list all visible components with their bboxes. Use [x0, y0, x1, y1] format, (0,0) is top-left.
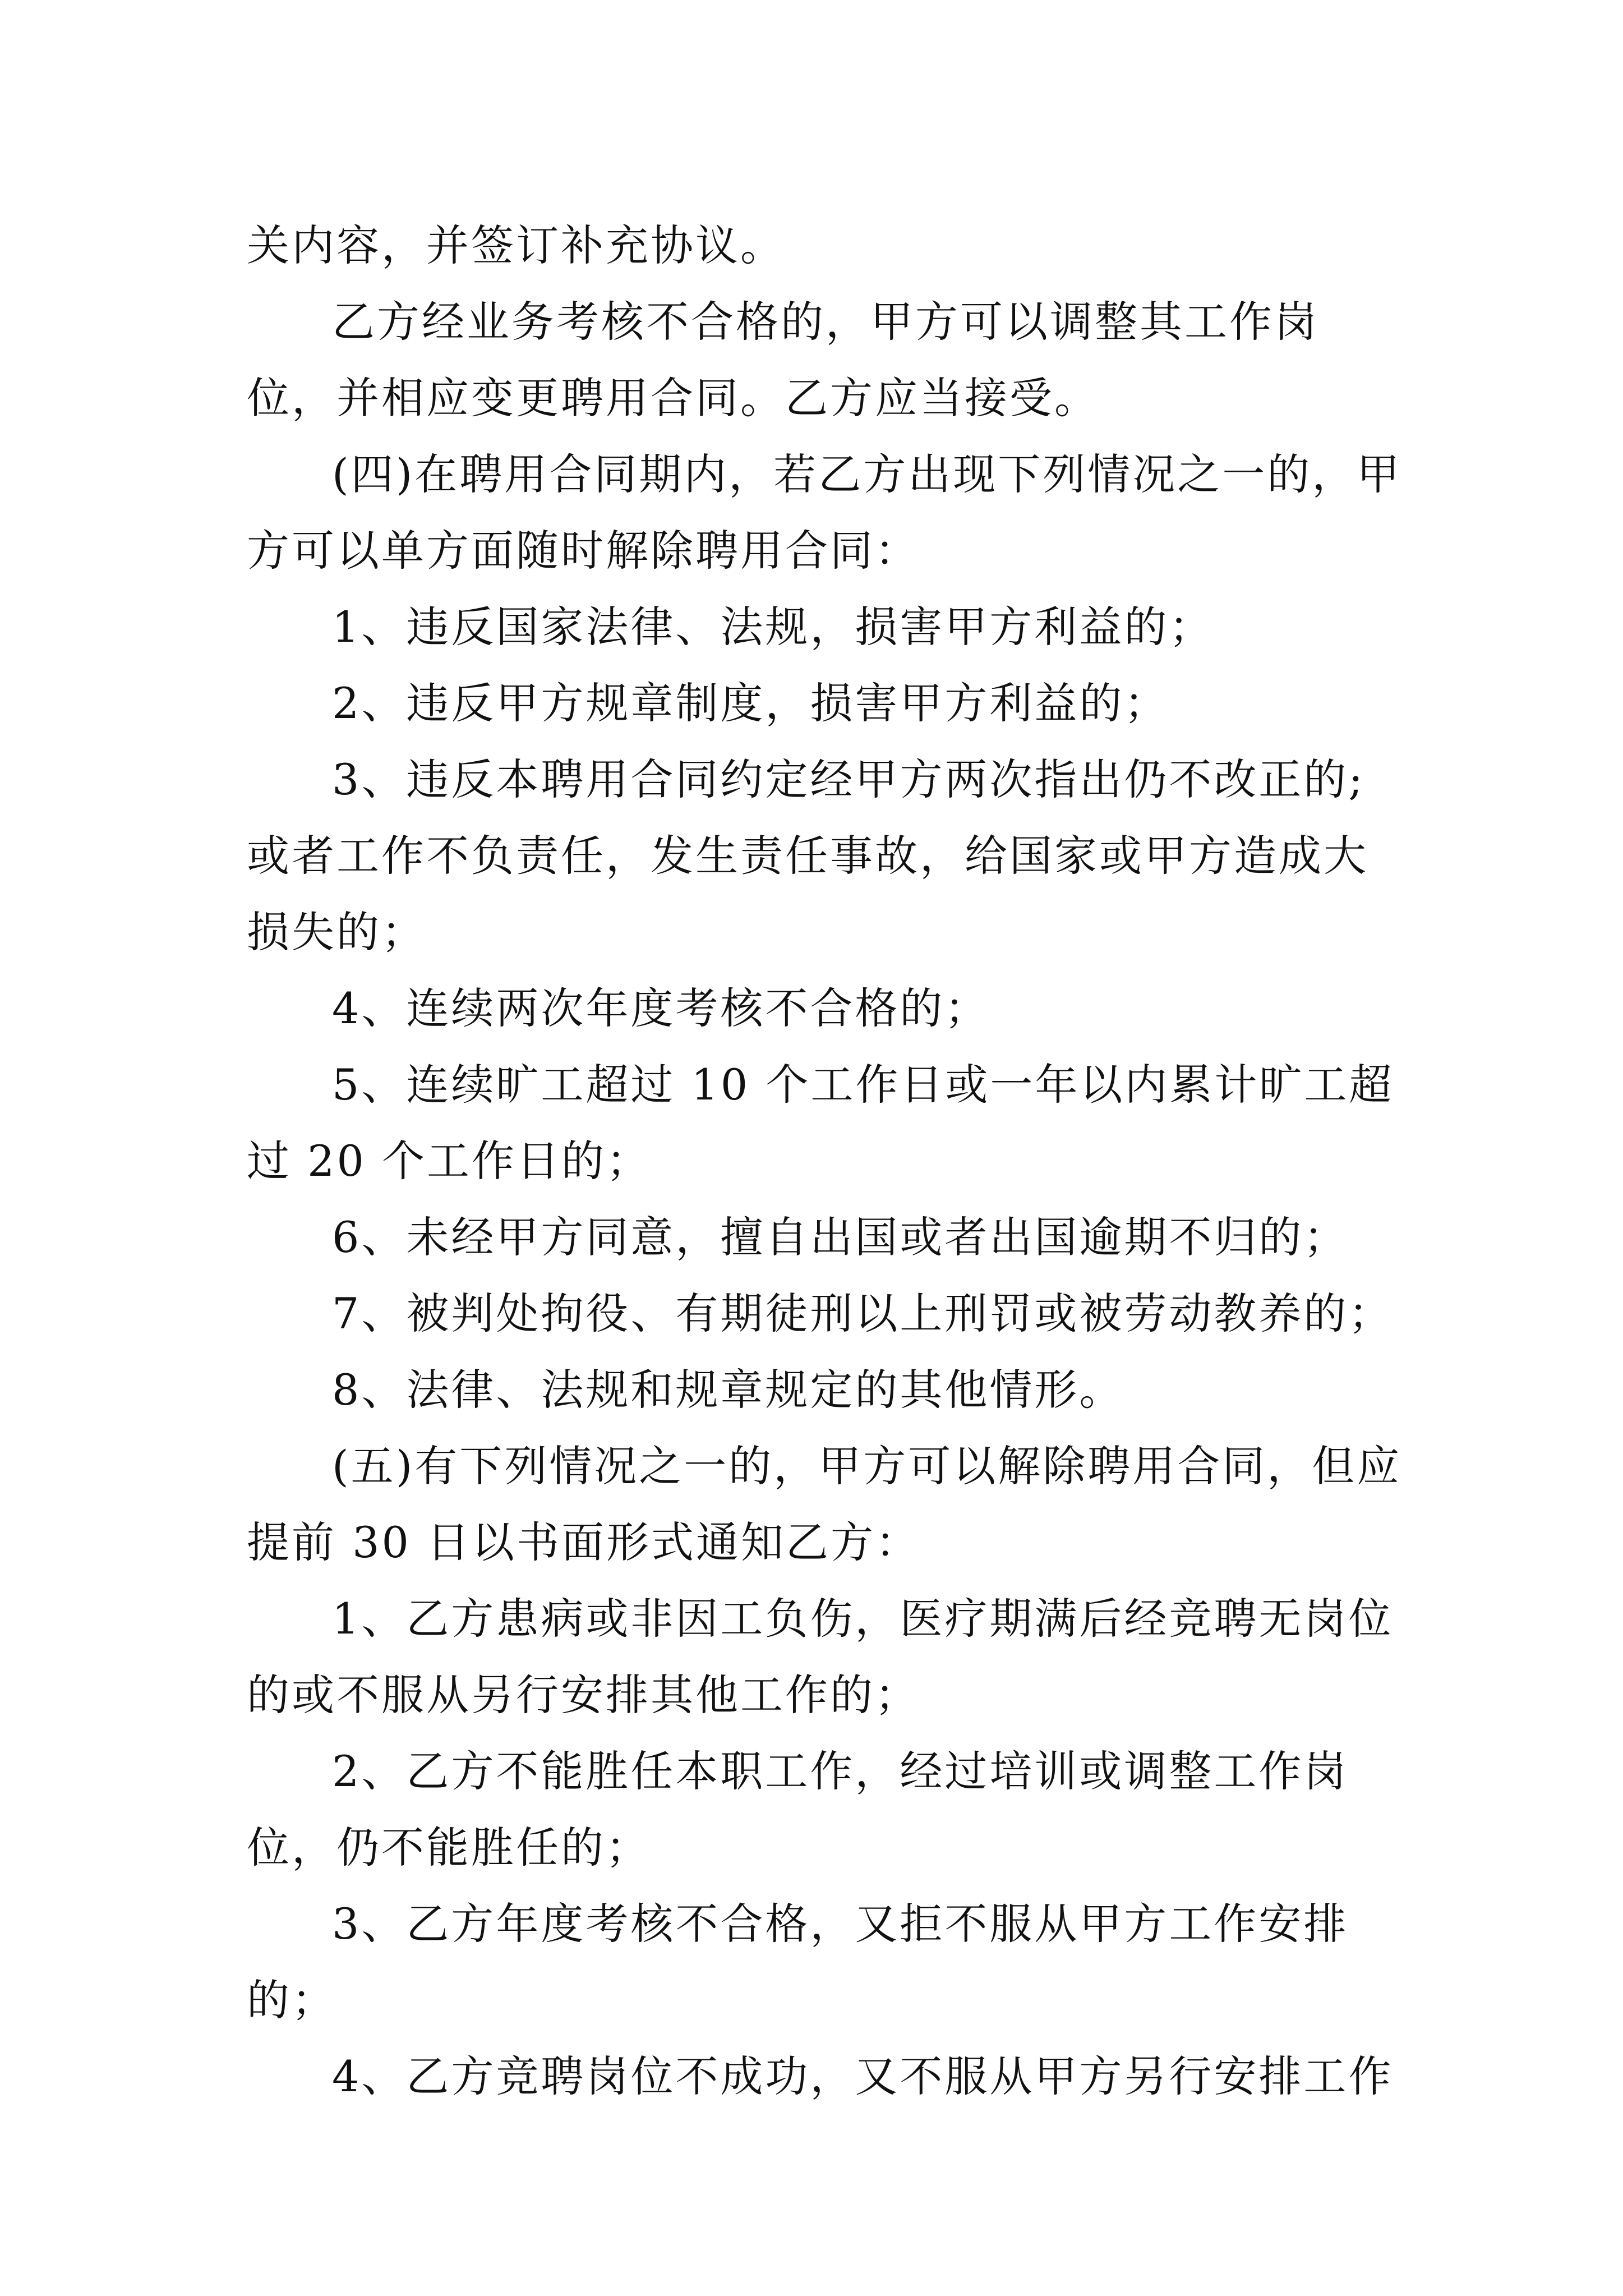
list-item-4-1: 1、违反国家法律、法规，损害甲方利益的； — [332, 602, 1214, 652]
list-item-4-4: 4、连续两次年度考核不合格的； — [332, 983, 990, 1033]
list-item-4-8: 8、法律、法规和规章规定的其他情形。 — [332, 1365, 1124, 1415]
paragraph-continuation: 关内容，并签订补充协议。 — [247, 220, 785, 270]
list-item-5-4: 4、乙方竞聘岗位不成功，又不服从甲方另行安排工作 — [332, 2051, 1394, 2101]
paragraph-section-five: (五)有下列情况之一的，甲方可以解除聘用合同，但应提前 30 日以书面形式通知乙方： — [247, 1441, 1402, 1567]
paragraph-assessment-failure: 乙方经业务考核不合格的，甲方可以调整其工作岗位，并相应变更聘用合同。乙方应当接受。 — [247, 297, 1319, 423]
list-item-5-2: 2、乙方不能胜任本职工作，经过培训或调整工作岗位，仍不能胜任的； — [247, 1746, 1349, 1872]
list-item-4-2: 2、违反甲方规章制度，损害甲方利益的； — [332, 678, 1169, 728]
list-item-4-6: 6、未经甲方同意，擅自出国或者出国逾期不归的； — [332, 1212, 1349, 1262]
list-item-4-5: 5、连续旷工超过 10 个工作日或一年以内累计旷工超过 20 个工作日的； — [247, 1060, 1394, 1186]
list-item-5-1: 1、乙方患病或非因工负伤，医疗期满后经竞聘无岗位的或不服从另行安排其他工作的； — [247, 1594, 1394, 1720]
contract-text — [247, 208, 1408, 2115]
paragraph-section-four: (四)在聘用合同期内，若乙方出现下列情况之一的，甲方可以单方面随时解除聘用合同： — [247, 449, 1402, 576]
list-item-5-3: 3、乙方年度考核不合格，又拒不服从甲方工作安排的； — [247, 1899, 1349, 2025]
list-item-4-3: 3、违反本聘用合同约定经甲方两次指出仍不改正的;或者工作不负责任，发生责任事故，给国家或甲方造成大损失的； — [247, 754, 1368, 957]
list-item-4-7: 7、被判处拘役、有期徒刑以上刑罚或被劳动教养的； — [332, 1289, 1394, 1338]
